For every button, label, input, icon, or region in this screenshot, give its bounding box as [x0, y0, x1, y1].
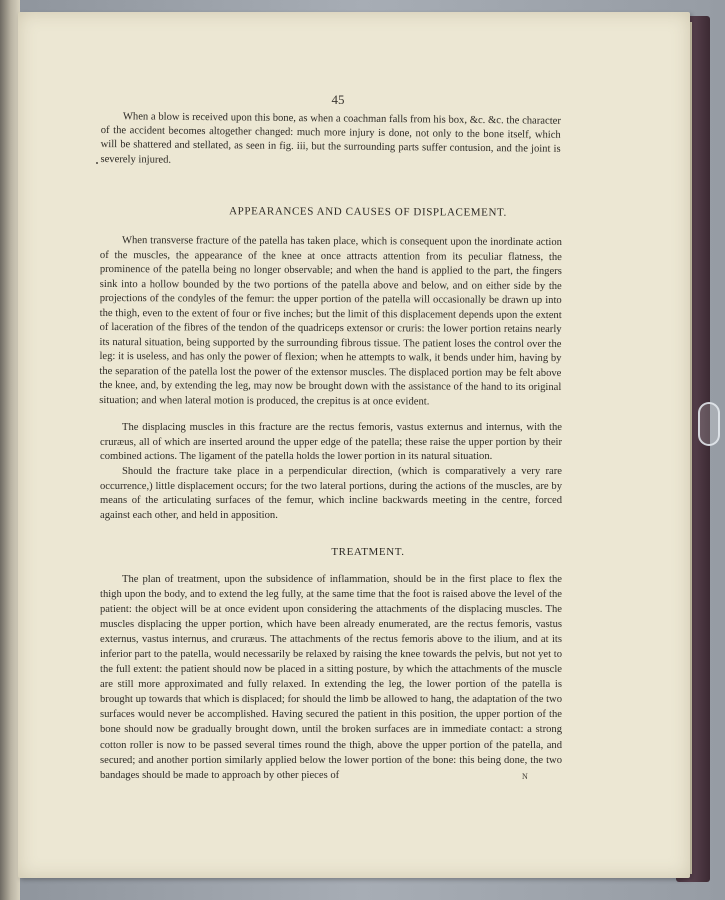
intro-paragraph: When a blow is received upon this bone, as when a coachman falls from his box, &c. &c. the character of the accident becomes altogether changed: much more injury is done, not only to the bone itself, which will be shattered and stellated, as seen in fig. iii, but the surrounding parts suffer contusion, and the joint is severely injured. — [100, 111, 561, 166]
page-clip — [698, 402, 720, 446]
margin-mark — [96, 162, 98, 164]
appearances-paragraph-2: The displacing muscles in this fracture are the rectus femoris, vastus externus and internus, with the cruræus, all of which are inserted around the upper edge of the patella; these raise the upper portion by their combined actions. The ligament of the patella holds the lower portion in its natural situation. — [100, 422, 562, 463]
section-heading-appearances: APPEARANCES AND CAUSES OF DISPLACEMENT. — [229, 205, 507, 219]
page-number: 45 — [331, 92, 345, 107]
appearances-paragraph-1: When transverse fracture of the patella has taken place, which is consequent upon the inordinate action of the muscles, the appearance of the knee at once attracts attention from its peculiar flatness, the prominence of the patella being no longer observable; and when the hand is applied to the part, the fingers sink into a hollow bounded by the two portions of the patella above and below, and on either side by the projections of the condyles of the femur: the upper portion of the patella will occasionally be drawn up into the thigh, even to the extent of four or five inches; but the limit of this displacement depends upon the extent of laceration of the fibres of the tendon of the quadriceps extensor or cruris: the lower portion retains nearly its natural situation, being supported by the surrounding fibrous tissue. The patient loses the control over the leg: it is useless, and has only the power of flexion; when he attempts to walk, it bends under him, having by the separation of the patella lost the power of the extensor muscles. The displaced portion may be felt above the knee, and, by extending the leg, may now be brought down with the assistance of the hand to its original situation; and when lateral motion is produced, the crepitus is at once evident. — [99, 235, 562, 408]
signature-mark: N — [522, 772, 528, 781]
section-heading-treatment: TREATMENT. — [331, 546, 405, 558]
book-page — [18, 12, 690, 878]
book-binding-left — [0, 0, 20, 900]
treatment-paragraph: The plan of treatment, upon the subsidence of inflammation, should be in the first place to flex the thigh upon the body, and to extend the leg fully, at the same time that the foot is raised above the level of the patient: the object will be at once evident upon considering the attachments of the displacing muscles. The muscles displacing the upper portion, which have been already enumerated, are the rectus femoris, vastus externus, vastus internus, and cruræus. The attachments of the rectus femoris above to the ilium, and at its inferior part to the patella, would necessarily be relaxed by raising the knee towards the pelvis, but not yet to the full extent: the patient should now be placed in a sitting posture, by which the attachments of the muscle are still more approximated and fully relaxed. In extending the leg, the lower portion of the patella is brought up towards that which is displaced; for should the limb be allowed to hang, the adaptation of the two surfaces would never be accomplished. Having secured the patient in this position, the upper portion of the bone should now be gradually brought down, until the broken surfaces are in immediate contact: a strong cotton roller is now to be passed several times round the thigh, above the upper portion of the patella, and secured; and another portion similarly applied below the lower portion of the bone: this being done, the two bandages should be made to approach by other pieces of — [100, 574, 562, 781]
appearances-paragraph-3: Should the fracture take place in a perpendicular direction, (which is comparatively a very rare occurrence,) little displacement occurs; for the two lateral portions, during the actions of the muscles, are by means of the articulating surfaces of the femur, which incline backwards meeting in the centre, forced against each other, and held in apposition. — [100, 466, 562, 521]
